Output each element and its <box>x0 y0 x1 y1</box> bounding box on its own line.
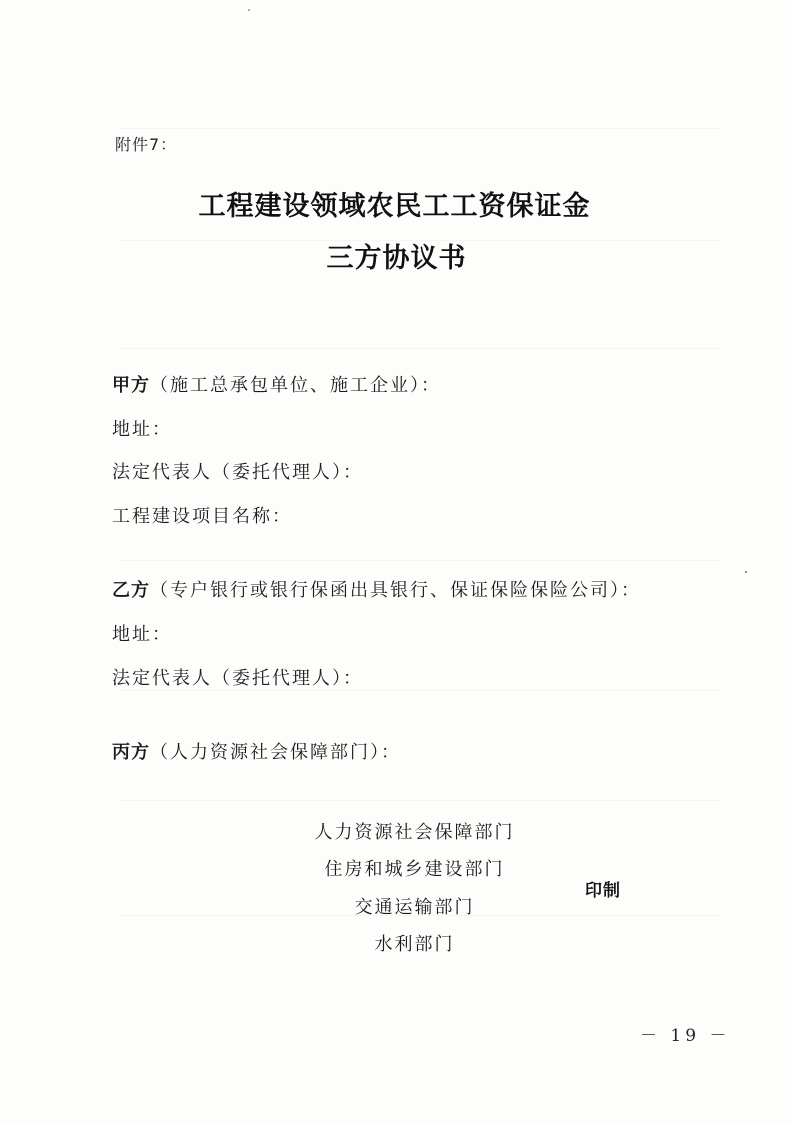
party-a-heading <box>112 371 441 397</box>
scan-speck <box>745 571 747 573</box>
party-a-label: 甲方 <box>112 375 150 396</box>
party-c-label: 丙方 <box>112 742 150 763</box>
party-a-address: 地址： <box>112 419 172 440</box>
bleed-through-line <box>120 128 720 129</box>
page-number: － 19 － <box>640 1026 731 1046</box>
bleed-through-line <box>120 800 720 801</box>
bleed-through-line <box>120 348 720 349</box>
party-b-representative: 法定代表人（委托代理人）： <box>112 668 363 689</box>
issuer-housing-construction: 住房和城乡建设部门 <box>324 859 505 880</box>
scan-speck <box>248 9 250 11</box>
document-title-line-2: 三方协议书 <box>326 243 467 274</box>
party-b-label: 乙方 <box>112 580 150 601</box>
issuer-hr-social-security: 人力资源社会保障部门 <box>314 822 515 843</box>
party-b-description: （专户银行或银行保函出具银行、保证保险保险公司）： <box>150 580 641 601</box>
party-a-description: （施工总承包单位、施工企业）： <box>150 375 441 396</box>
document-title-line-1: 工程建设领域农民工工资保证金 <box>198 191 591 222</box>
issuer-water-resources: 水利部门 <box>374 934 455 955</box>
party-c-heading <box>112 738 401 764</box>
party-a-representative: 法定代表人（委托代理人）： <box>112 462 363 483</box>
party-b-heading <box>112 576 641 602</box>
printed-by-label: 印制 <box>585 881 621 901</box>
party-b-address: 地址： <box>112 624 172 645</box>
bleed-through-line <box>120 690 720 691</box>
issuer-transport: 交通运输部门 <box>354 897 475 918</box>
bleed-through-line <box>120 560 720 561</box>
party-a-project-name: 工程建设项目名称： <box>112 506 292 527</box>
party-c-description: （人力资源社会保障部门）： <box>150 742 401 763</box>
attachment-label: 附件7： <box>115 135 178 154</box>
